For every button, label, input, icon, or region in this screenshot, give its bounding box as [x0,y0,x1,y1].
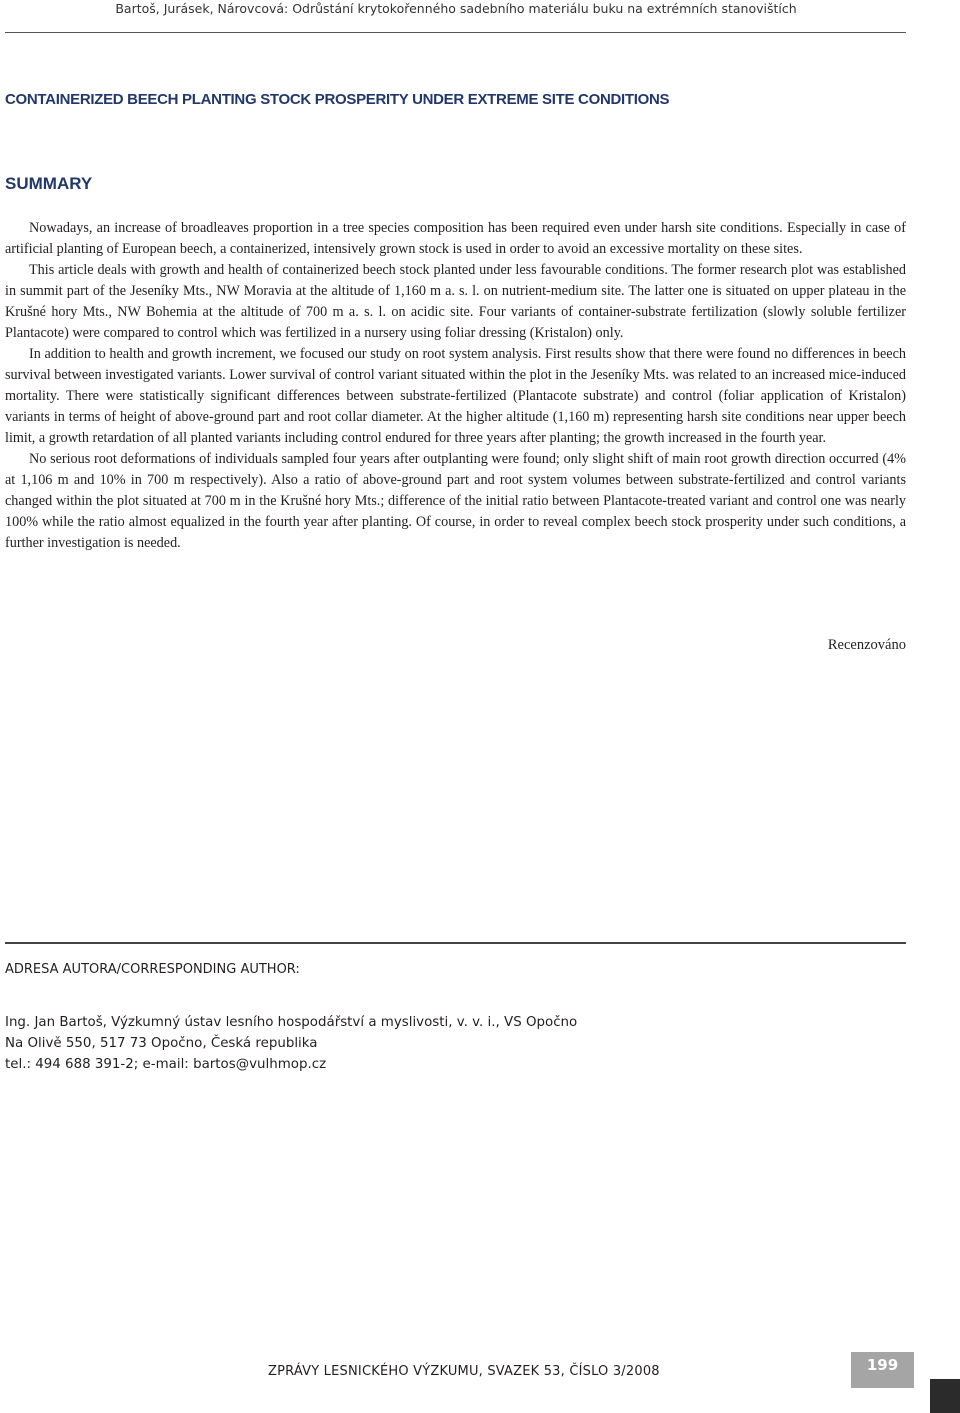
summary-paragraph: No serious root deformations of individuals sampled four years after outplanting were found; only slight shift of main root growth direction occurred (4% at 1,106 m and 10% in 700 m respectively). Also a ratio of above-ground part and root system volumes between substrate-fertilized and control variants changed within the plot situated at 700 m in the Krušné hory Mts.; difference of the initial ratio between Plantacote-treated variant and control one was nearly 100% while the ratio almost equalized in the fourth year after planting. Of course, in order to reveal complex beech stock prosperity under such conditions, a further investigation is needed. [5,451,906,551]
summary-paragraph: This article deals with growth and health of containerized beech stock planted under less favourable conditions. The former research plot was established in summit part of the Jeseníky Mts., NW Moravia at the altitude of 1,160 m a. s. l. on nutrient-medium site. The latter one is situated on upper plateau in the Krušné hory Mts., NW Bohemia at the altitude of 700 m a. s. l. on acidic site. Four variants of container-substrate fertilization (slowly soluble fertilizer Plantacote) were compared to control which was fertilized in a nursery using foliar dressing (Kristalon) only. [5,262,906,341]
article-title: CONTAINERIZED BEECH PLANTING STOCK PROSPERITY UNDER EXTREME SITE CONDITIONS [5,91,670,108]
review-note: Recenzováno [827,637,906,653]
summary-body [5,218,906,554]
page-number: 199 [866,1356,899,1374]
author-line-contact: tel.: 494 688 391-2; e-mail: bartos@vulhmop.cz [5,1057,327,1072]
author-divider [5,942,906,944]
author-line-address: Na Olivě 550, 517 73 Opočno, Česká republika [5,1036,318,1051]
author-heading: ADRESA AUTORA/CORRESPONDING AUTHOR: [5,962,300,977]
page-number-box [851,1352,914,1388]
summary-paragraph: In addition to health and growth increment, we focused our study on root system analysis. First results show that there were found no differences in beech survival between investigated variants. Lower survival of control variant situated within the plot in the Jeseníky Mts. was related to an increased mice-induced mortality. There were statistically significant differences between substrate-fertilized (Plantacote substrate) and control (foliar application of Kristalon) variants in terms of height of above-ground part and root collar diameter. At the higher altitude (1,160 m) representing harsh site conditions near upper beech limit, a growth retardation of all planted variants including control endured for three years after planting; the growth increased in the fourth year. [5,346,906,446]
journal-footer: ZPRÁVY LESNICKÉHO VÝZKUMU, SVAZEK 53, ČÍSLO 3/2008 [268,1364,660,1379]
header-divider [5,32,906,33]
summary-paragraph: Nowadays, an increase of broadleaves proportion in a tree species composition has been required even under harsh site conditions. Especially in case of artificial planting of European beech, a containerized, intensively grown stock is used in order to avoid an excessive mortality on these sites. [5,220,906,257]
corner-decoration [930,1379,960,1413]
author-address [5,1012,577,1075]
running-head: Bartoš, Jurásek, Nárovcová: Odrůstání krytokořenného sadebního materiálu buku na extrémních stanovištích [115,1,797,16]
author-line-name: Ing. Jan Bartoš, Výzkumný ústav lesního hospodářství a myslivosti, v. v. i., VS Opočno [5,1015,578,1030]
summary-heading: SUMMARY [5,174,93,193]
